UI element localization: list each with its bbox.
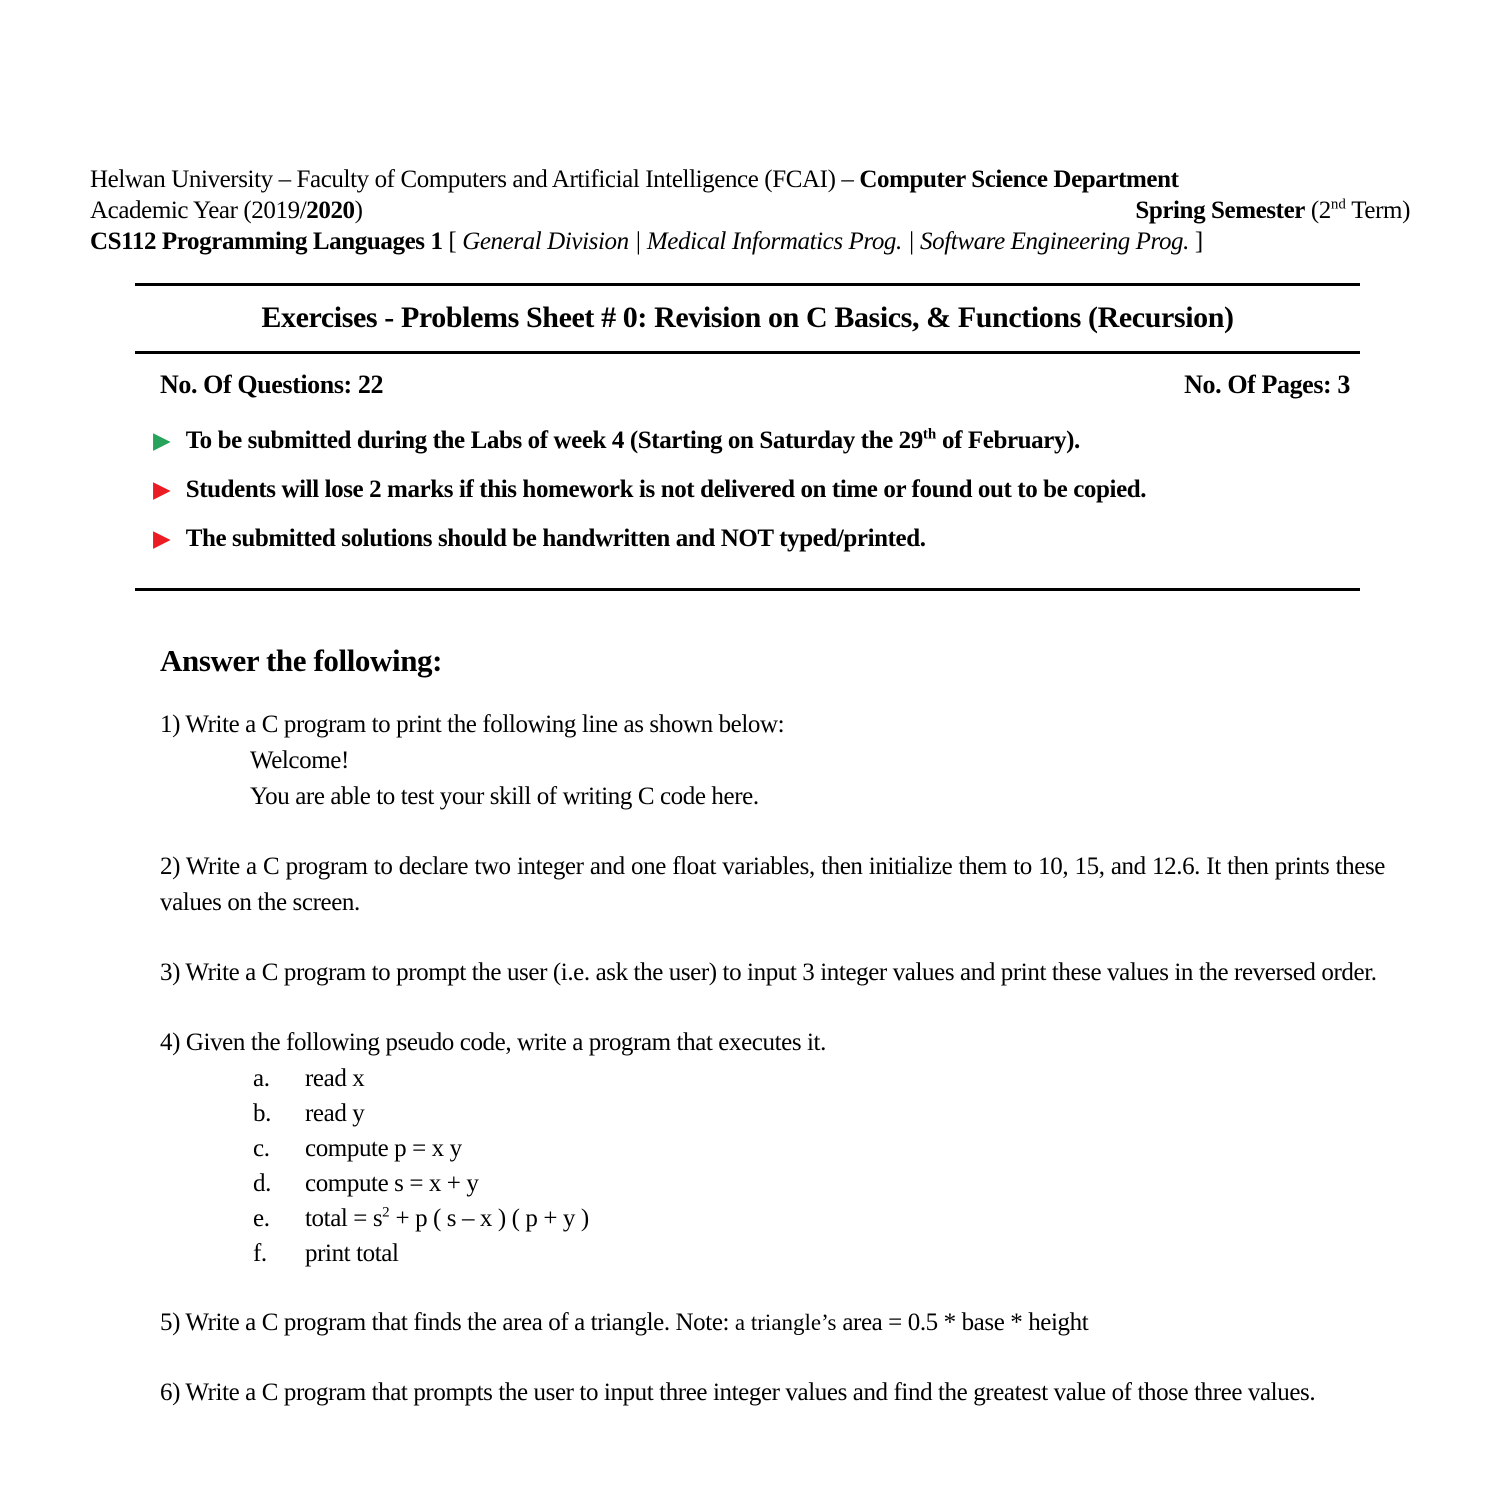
instruction-item — [153, 425, 1360, 457]
step-sup: 2 — [382, 1204, 390, 1221]
step-text-pre: total = s — [305, 1205, 383, 1232]
divider-bottom — [135, 588, 1360, 591]
instruction-item — [153, 523, 1360, 555]
pseudo-step-d — [160, 1166, 1385, 1201]
question-5-pre: 5) Write a C program that finds the area of a triangle. Note: — [160, 1309, 735, 1336]
sheet-title: Exercises - Problems Sheet # 0: Revision on C Basics, & Functions (Recursion) — [261, 301, 1234, 334]
semester-label — [1135, 195, 1410, 226]
step-text — [305, 1100, 364, 1127]
counts-row — [135, 354, 1360, 404]
step-text — [305, 1205, 589, 1232]
question-2: 2) Write a C program to declare two integer and one float variables, then initialize them to 10, 15, and 12.6. It then prints these values on the screen. — [160, 853, 1385, 916]
pseudo-step-e — [160, 1201, 1385, 1236]
step-text — [305, 1170, 478, 1197]
academic-year-bold: 2020 — [306, 197, 355, 224]
pseudo-step-c — [160, 1131, 1385, 1166]
question-1-output-line-1: Welcome! — [250, 747, 349, 774]
step-text — [305, 1065, 364, 1092]
step-text-pre: read x — [305, 1065, 365, 1092]
question-5-note: a triangle’s — [734, 1310, 837, 1335]
course-divisions: General Division | Medical Informatics Prog. | Software Engineering Prog. — [462, 228, 1190, 255]
academic-year — [90, 195, 363, 226]
question-4-steps — [160, 1061, 1385, 1271]
instruction-text-pre: To be submitted during the Labs of week 4 (Starting on Saturday the 29 — [185, 427, 923, 454]
step-text-pre: read y — [305, 1100, 365, 1127]
semester-name: Spring Semester — [1135, 197, 1305, 224]
pseudo-step-a — [160, 1061, 1385, 1096]
header-line-course — [90, 226, 1410, 257]
green-arrow-icon: ▶ — [153, 428, 171, 454]
academic-year-prefix: Academic Year (2019/ — [90, 197, 307, 224]
term-ordinal: nd — [1330, 196, 1346, 213]
red-arrow-icon: ▶ — [153, 526, 171, 552]
header-line-institution — [90, 164, 1410, 195]
instruction-text-pre: Students will lose 2 marks if this homework is not delivered on time or found out to be copied. — [185, 476, 1147, 503]
step-letter: e. — [253, 1205, 270, 1232]
term-suffix: Term) — [1345, 197, 1410, 224]
step-letter: a. — [253, 1065, 270, 1092]
academic-year-suffix: ) — [354, 197, 363, 224]
step-text-pre: print total — [305, 1240, 399, 1267]
term-prefix: (2 — [1304, 197, 1331, 224]
question-1-output-line-2: You are able to test your skill of writing C code here. — [250, 783, 759, 810]
bracket-open: [ — [442, 228, 463, 255]
step-letter: b. — [253, 1100, 271, 1127]
question-3: 3) Write a C program to prompt the user (i.e. ask the user) to input 3 integer values and print these values in the reversed order. — [160, 959, 1377, 986]
document-header — [0, 0, 1500, 257]
question-4: 4) Given the following pseudo code, write a program that executes it. — [160, 1029, 826, 1056]
instructions-list — [135, 404, 1360, 588]
num-pages-label: No. Of Pages: 3 — [1184, 370, 1350, 399]
institution-text: Helwan University – Faculty of Computers and Artificial Intelligence (FCAI) – — [90, 166, 860, 193]
bracket-close: ] — [1189, 228, 1203, 255]
step-text — [305, 1135, 462, 1162]
step-text-pre: compute s = x + y — [305, 1170, 479, 1197]
pseudo-step-b — [160, 1096, 1385, 1131]
question-1: 1) Write a C program to print the following line as shown below: — [160, 711, 785, 738]
instruction-sup: th — [922, 426, 937, 443]
red-arrow-icon: ▶ — [153, 477, 171, 503]
instruction-text — [186, 523, 926, 554]
step-text-pre: compute p = x y — [305, 1135, 462, 1162]
step-letter: c. — [253, 1135, 270, 1162]
question-6: 6) Write a C program that prompts the user to input three integer values and find the greatest value of those three values. — [160, 1379, 1316, 1406]
instruction-text-pre: The submitted solutions should be handwritten and NOT typed/printed. — [185, 525, 926, 552]
step-letter: d. — [253, 1170, 271, 1197]
step-text — [305, 1240, 399, 1267]
pseudo-step-f — [160, 1236, 1385, 1271]
department-name: Computer Science Department — [859, 166, 1179, 193]
question-5-post: area = 0.5 * base * height — [836, 1309, 1089, 1336]
sheet-info-box — [135, 283, 1360, 591]
instruction-text — [186, 474, 1146, 505]
step-text-post: + p ( s – x ) ( p + y ) — [389, 1205, 589, 1232]
instruction-text — [186, 425, 1080, 456]
instruction-item — [153, 474, 1360, 506]
question-5 — [160, 1305, 1385, 1341]
header-line-year-semester — [90, 195, 1410, 226]
questions-area — [160, 643, 1385, 1411]
num-questions-label: No. Of Questions: 22 — [160, 370, 384, 399]
step-letter: f. — [253, 1240, 267, 1267]
answer-heading: Answer the following: — [160, 643, 443, 678]
course-title: CS112 Programming Languages 1 — [90, 228, 443, 255]
instruction-text-post: of February). — [936, 427, 1080, 454]
